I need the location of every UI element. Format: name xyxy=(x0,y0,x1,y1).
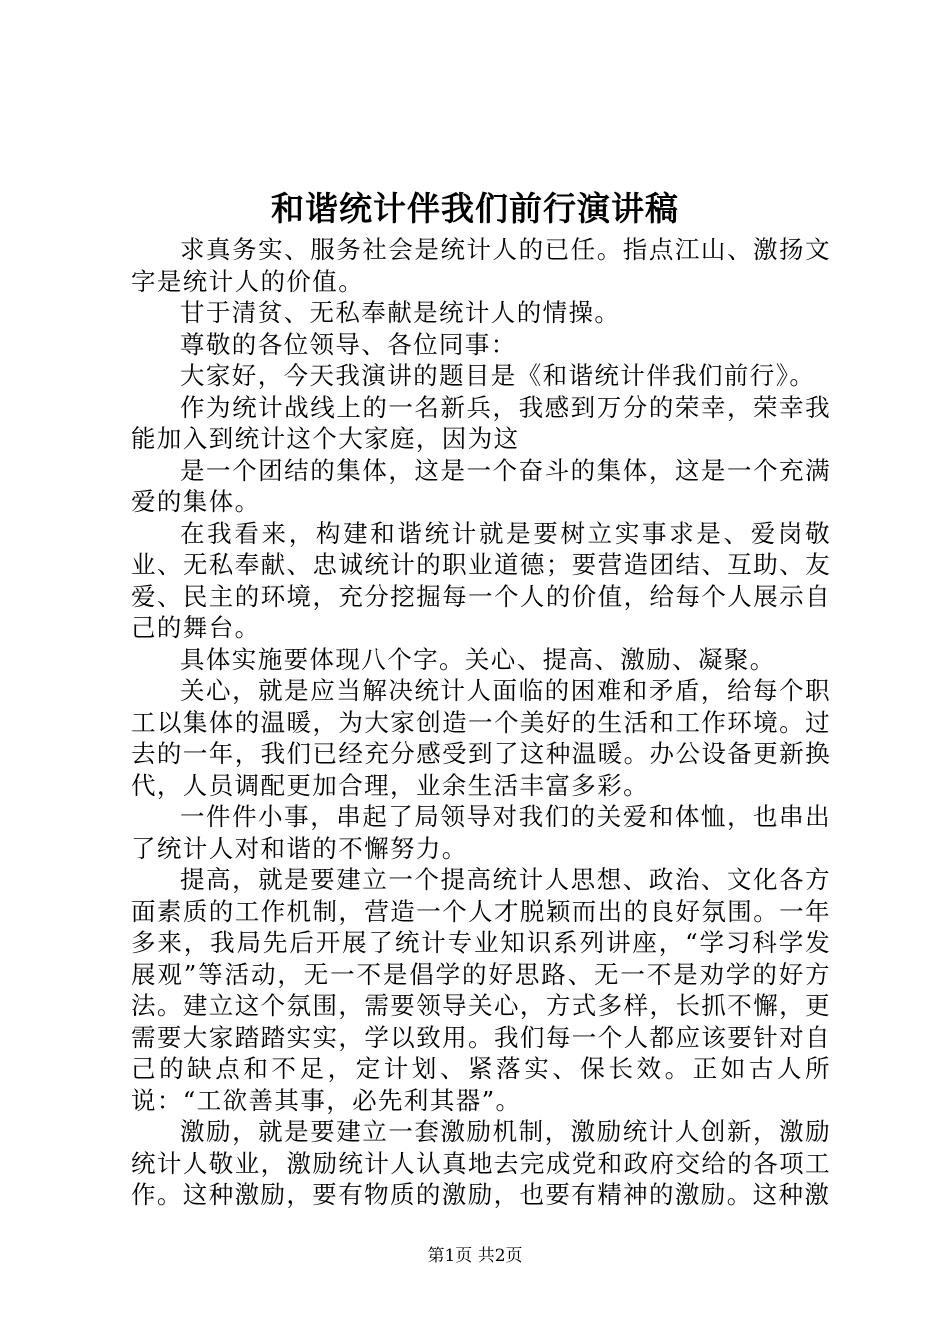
paragraph: 激励，就是要建立一套激励机制，激励统计人创新，激励统计人敬业，激励统计人认真地去完成党和政府交给的各项工作。这种激励，要有物质的激励，也要有精神的激励。这种激 xyxy=(131,1117,831,1209)
paragraph: 大家好，今天我演讲的题目是《和谐统计伴我们前行》。 xyxy=(180,361,816,390)
paragraph: 具体实施要体现八个字。关心、提高、激励、凝聚。 xyxy=(180,644,776,674)
paragraph: 尊敬的各位领导、各位同事： xyxy=(180,329,517,359)
paragraph: 求真务实、服务社会是统计人的已任。指点江山、激扬文字是统计人的价值。 xyxy=(131,235,831,296)
document-title: 和谐统计伴我们前行演讲稿 xyxy=(271,189,679,228)
paragraph: 在我看来，构建和谐统计就是要树立实事求是、爱岗敬业、无私奉献、忠诚统计的职业道德；要营造团结、互助、友爱、民主的环境，充分挖掘每一个人的价值，给每个人展示自己的舞台。 xyxy=(131,518,831,642)
paragraph: 关心，就是应当解决统计人面临的困难和矛盾，给每个职工以集体的温暖，为大家创造一个美好的生活和工作环境。过去的一年，我们已经充分感受到了这种温暖。办公设备更新换代，人员调配更加合理，业余生活丰富多彩。 xyxy=(131,676,831,800)
paragraph: 作为统计战线上的一名新兵，我感到万分的荣幸，荣幸我能加入到统计这个大家庭，因为这 xyxy=(131,392,831,453)
paragraph: 甘于清贫、无私奉献是统计人的情操。 xyxy=(180,298,621,327)
paragraph: 一件件小事，串起了局领导对我们的关爱和体恤，也串出了统计人对和谐的不懈努力。 xyxy=(131,802,831,863)
paragraph: 提高，就是要建立一个提高统计人思想、政治、文化各方面素质的工作机制，营造一个人才脱颖而出的良好氛围。一年多来，我局先后开展了统计专业知识系列讲座，“学习科学发展观”等活动，无一不是倡学的好思路、无一不是劝学的好方法。建立这个氛围，需要领导关心，方式多样，长抓不懈，更需要大家踏踏实实，学以致用。我们每一个人都应该要针对自己的缺点和不足，定计划、紧落实、保长效。正如古人所说：“工欲善其事，必先利其器”。 xyxy=(131,865,831,1115)
document-body xyxy=(131,234,831,1211)
page-number-footer: 第1页 共2页 xyxy=(427,1246,523,1266)
paragraph: 是一个团结的集体，这是一个奋斗的集体，这是一个充满爱的集体。 xyxy=(131,455,831,516)
